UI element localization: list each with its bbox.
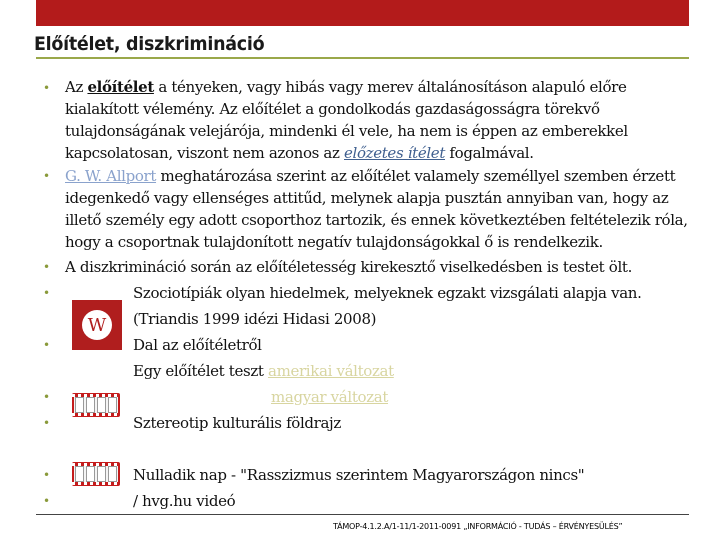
bullet: • [43, 169, 51, 183]
film-frame [108, 397, 117, 413]
bullet: • [43, 468, 51, 482]
bullet: • [43, 390, 51, 404]
text-line [65, 144, 534, 162]
wikipedia-icon[interactable] [72, 300, 122, 350]
sztereotip-foldrajz-link[interactable]: Sztereotip kulturális földrajz [133, 414, 341, 432]
text-span: a tényeken, vagy hibás vagy merev általánosításon alapuló előre [153, 78, 627, 96]
footer-divider [36, 514, 689, 515]
text-line [133, 362, 394, 380]
film-strip [74, 397, 118, 413]
bullet: • [43, 338, 51, 352]
term-elo-itelet-link[interactable]: előítélet [87, 78, 154, 96]
hungarian-version-link[interactable]: magyar változat [271, 388, 389, 406]
video-film-icon[interactable] [72, 462, 120, 486]
film-frame [86, 397, 95, 413]
film-strip [74, 466, 118, 482]
film-frame [75, 397, 84, 413]
hvg-video-link[interactable]: / hvg.hu videó [133, 492, 236, 510]
text-line: idegenkedő vagy ellenséges attitűd, melynek alapja pusztán annyiban van, hogy az [65, 189, 669, 207]
american-version-link[interactable]: amerikai változat [267, 362, 394, 380]
bullet: • [43, 286, 51, 300]
dal-az-eloiteletrol-link[interactable]: Dal az előítéletről [133, 336, 262, 354]
text-line: hogy a csoportnak tulajdonított negatív tulajdonságokkal ő is rendelkezik. [65, 233, 603, 251]
film-frame [97, 397, 106, 413]
film-holes [72, 413, 120, 416]
film-frame [75, 466, 84, 482]
wikipedia-logo-circle: W [82, 310, 112, 340]
title-divider [36, 57, 689, 59]
top-banner-bar [36, 0, 689, 26]
bullet: • [43, 81, 51, 95]
text-span: Az [65, 78, 88, 96]
text-line: (Triandis 1999 idézi Hidasi 2008) [133, 310, 377, 328]
video-film-icon[interactable] [72, 393, 120, 417]
text-line: illető személy egy adott csoporthoz tartozik, és ennek következtében feltételezik róla, [65, 211, 688, 229]
film-frame [97, 466, 106, 482]
elozetes-itelet-link[interactable]: előzetes ítélet [344, 144, 446, 162]
bullet: • [43, 260, 51, 274]
text-line: tulajdonságának velejárója, mindenki él vele, ha nem is éppen az emberekkel [65, 122, 628, 140]
film-frame [108, 466, 117, 482]
text-span: Egy előítélet teszt [133, 362, 268, 380]
text-span: kapcsolatosan, viszont nem azonos az [65, 144, 344, 162]
film-frame [86, 466, 95, 482]
slide-title: Előítélet, diszkrimináció [34, 33, 265, 55]
nulladik-nap-link[interactable]: Nulladik nap - "Rasszizmus szerintem Magyarországon nincs" [133, 466, 585, 484]
text-span: fogalmával. [445, 144, 534, 162]
footer-project-code: TÁMOP-4.1.2.A/1-11/1-2011-0091 „INFORMÁCIÓ - TUDÁS – ÉRVÉNYESÜLÉS” [333, 522, 623, 531]
film-holes [72, 482, 120, 485]
text-line: A diszkrimináció során az előítéletesség kirekesztő viselkedésben is testet ölt. [65, 258, 633, 276]
allport-link[interactable]: G. W. Allport [65, 167, 157, 185]
text-line: Szociotípiák olyan hiedelmek, melyeknek egzakt vizsgálati alapja van. [133, 284, 642, 302]
bullet: • [43, 416, 51, 430]
text-span: meghatározása szerint az előítélet valamely személlyel szemben érzett [156, 167, 676, 185]
bullet: • [43, 494, 51, 508]
text-line [65, 167, 675, 185]
text-line [65, 78, 627, 96]
text-line: kialakított vélemény. Az előítélet a gondolkodás gazdaságosságra törekvő [65, 100, 600, 118]
